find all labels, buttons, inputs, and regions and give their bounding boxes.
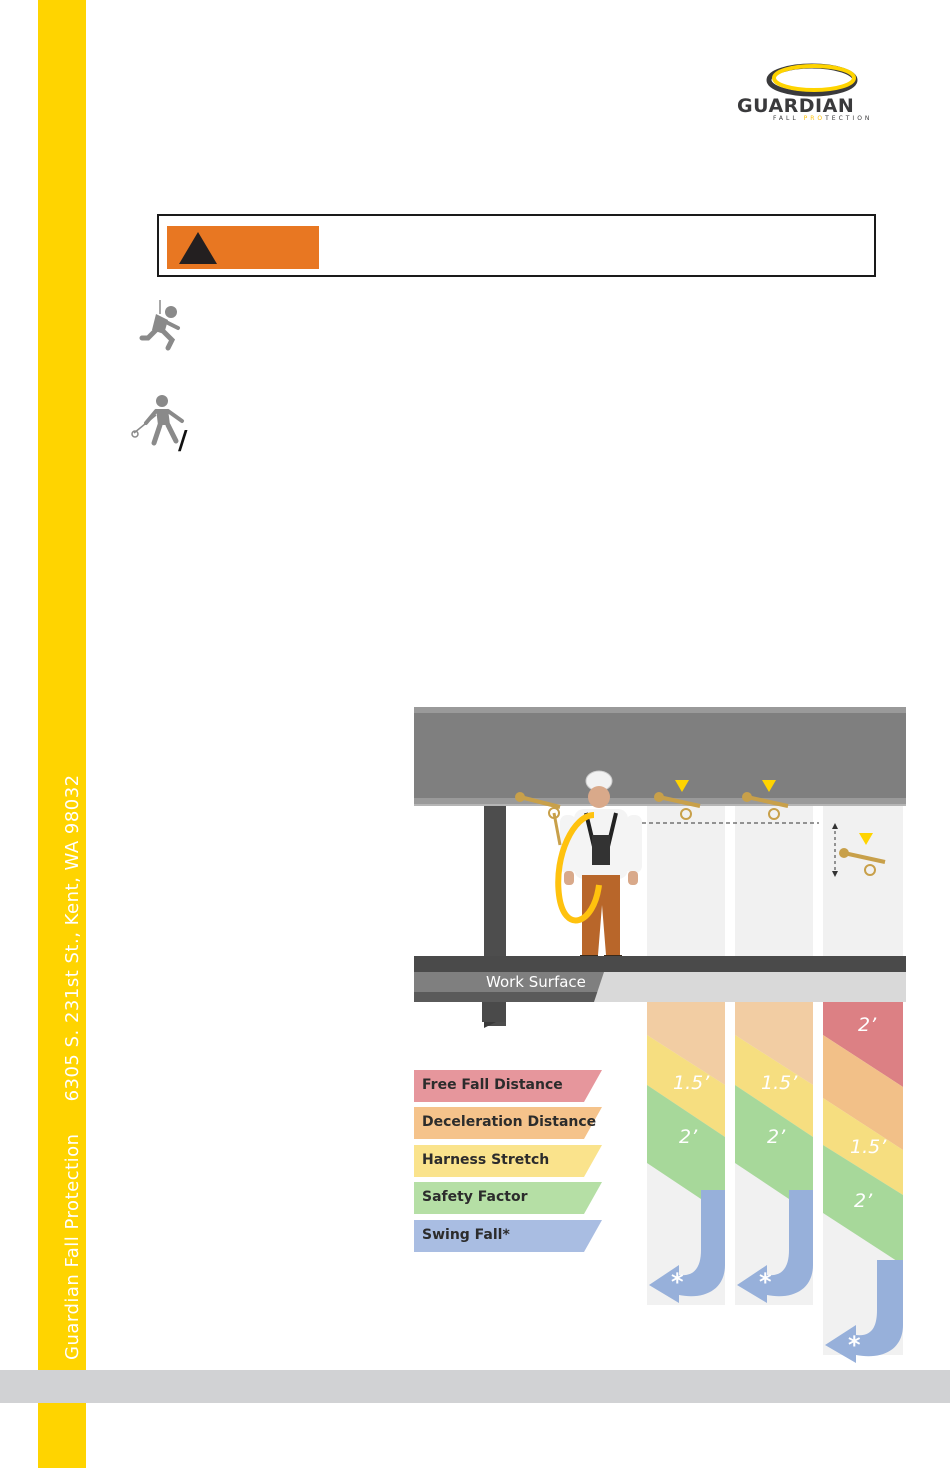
overhead-beam [414, 707, 906, 802]
column-3-swing: * [848, 1331, 861, 1359]
fall-clearance-diagram [414, 705, 906, 1370]
warning-box [157, 214, 876, 277]
column-3-free-fall: 2’ [858, 1014, 877, 1036]
sidebar-address: 6305 S. 231st St., Kent, WA 98032 [62, 774, 83, 1102]
warning-triangle-icon [177, 230, 219, 266]
column-1-harness: 1.5’ [673, 1072, 710, 1094]
column-3-harness: 1.5’ [850, 1136, 887, 1158]
sidebar-company: Guardian Fall Protection [62, 1133, 83, 1360]
work-surface-label: Work Surface [486, 973, 586, 991]
legend-swing-fall: Swing Fall* [414, 1220, 602, 1252]
column-1-safety: 2’ [679, 1126, 698, 1148]
column-2-safety: 2’ [767, 1126, 786, 1148]
column-1-swing: * [671, 1268, 684, 1296]
sidebar-company-address [62, 774, 83, 1360]
footer-band [0, 1370, 950, 1403]
legend-deceleration: Deceleration Distance [414, 1107, 602, 1139]
legend-free-fall: Free Fall Distance [414, 1070, 602, 1102]
logo-tagline: FALL PROTECTION [773, 115, 873, 122]
column-2-harness: 1.5’ [761, 1072, 798, 1094]
legend-harness-stretch: Harness Stretch [414, 1145, 602, 1177]
legend-safety-factor: Safety Factor [414, 1182, 602, 1214]
column-2-swing: * [759, 1268, 772, 1296]
logo-wordmark: GUARDIAN [737, 95, 855, 117]
falling-worker-icon [138, 300, 188, 352]
work-surface-slab [414, 956, 906, 972]
guardian-logo [735, 62, 890, 124]
swing-fall-slash: / [178, 426, 188, 456]
column-3-safety: 2’ [854, 1190, 873, 1212]
warning-tag [167, 226, 319, 269]
